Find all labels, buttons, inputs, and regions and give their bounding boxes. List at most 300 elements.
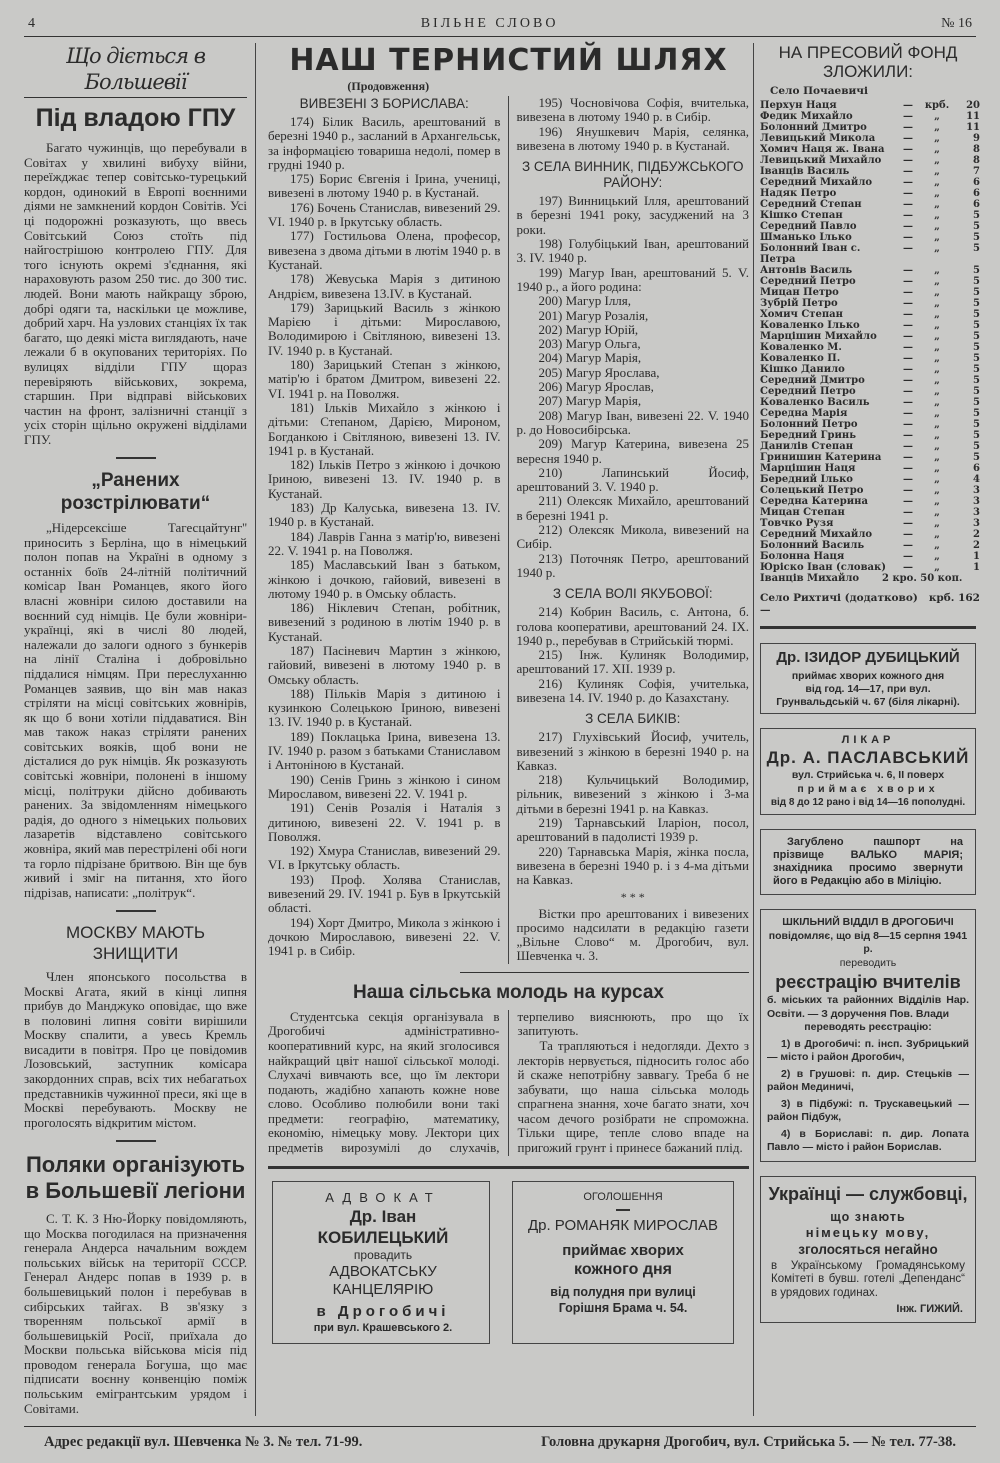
list-entry: 181) Ільків Михайло з жінкою і дітьми: Степаном, Дарією, Мироном, Богданкою і Світляною, вивезені 13. IV. 1941 р. в Кустанай.: [268, 399, 501, 458]
ad-line: від 8 до 12 рано і від 14—16 пополудні.: [770, 797, 966, 808]
fund-name: Марцішин Михайло: [760, 331, 877, 342]
fund-row: [760, 144, 980, 155]
article-body: Член японського посольства в Москві Агата, який в кінці липня прибув до Манджуко оповідає, що вже в половині липня совіти вирішили Москву спалити, а увесь Кремль висадити в повітря. Про це повідомив Лозовський, заступник комісара закордонних справ, всіх тих небагатьох представників чужинної преси, які ще в Москві перебувають. Москву не проголосять відкритим містом.: [24, 968, 247, 1130]
fund-row: [760, 430, 980, 441]
page-number: 4: [28, 16, 38, 31]
list-entry: 186) Ніклевич Степан, робітник, вивезений з родиною в лютім 1940 р. в Кустанай.: [268, 600, 501, 644]
fund-title: ЗЛОЖИЛИ:: [822, 62, 914, 81]
ad-line: від год. 14—17, при вул. Грунвальдській ч. 67 (біля лікарні).: [776, 683, 960, 708]
fund-amount: 5: [973, 287, 980, 298]
fund-dash: —: [903, 441, 913, 452]
list-entry: 198) Голубіцький Іван, арештований 3. IV. 1940 р.: [516, 236, 749, 266]
ad-line: Українці — службовці,: [768, 1183, 968, 1204]
list-entry: 191) Сенів Розалія і Наталія з дитиною, вивезені 22. V. 1941 р. в Поволжя.: [268, 800, 501, 844]
ad-line: приймає хворих: [562, 1241, 684, 1259]
article-body: Студентська секція організувала в Дрогобичі адміністративно-кооперативний курс, на який зголосився найкращий цвіт нашої сільської молоді. Слухачі вивчають все, що їм лектори подають, жадібно хапають кожне нове слово. Особливо полюбили вони такі предмети: географію, математику, економію, німецьку мову. Лектори цих предметів вирозумілі до слухачів, терпеливо вияснюють, про що їх запитують.: [268, 1008, 749, 1156]
fund-amount: 5: [973, 276, 980, 287]
fund-amount: 3: [973, 496, 980, 507]
fund-title: НА ПРЕСОВИЙ ФОНД: [778, 43, 958, 62]
fund-dash: —: [903, 309, 913, 320]
fund-name: Середна Марія: [760, 408, 848, 419]
list-entry: 206) Магур Ярослав,: [538, 379, 654, 395]
school-item: 1) в Дрогобичі: п. інсп. Зубрицький — місто і район Дрогобич,: [767, 1037, 969, 1063]
fund-unit: „: [934, 210, 940, 221]
section-heading: ВИВЕЗЕНІ З БОРИСЛАВА:: [299, 96, 469, 111]
fund-amount: 5: [973, 210, 980, 221]
fund-row: [760, 199, 980, 210]
list-entry: 189) Поклацька Ірина, вивезена 13. IV. 1940 р. разом з батьками Станиславом і Антоніною в Кустанай.: [268, 728, 501, 773]
ad-line: АДВОКАТСЬКУ: [329, 1262, 437, 1280]
fund-amount: 5: [973, 441, 980, 452]
list-entry: 179) Зарицький Василь з жінкою Марією і дітьми: Мирославою, Володимирою і Світляною, вивезені 13. IV. 1940 р. в Кустанай.: [268, 299, 501, 358]
fund-name: Бередний Ілько: [760, 474, 853, 485]
fund-row: [760, 320, 980, 331]
separator: [116, 457, 156, 459]
fund-unit: „: [934, 474, 940, 485]
fund-row: [760, 276, 980, 287]
fund-dash: —: [903, 298, 913, 309]
fund-village: Село Почаевичі: [770, 85, 868, 97]
school-item: 2) в Грушові: п. дир. Стецьків — район Мединичі,: [767, 1067, 969, 1093]
fund-amount: 5: [973, 375, 980, 386]
fund-row: [760, 364, 980, 375]
fund-unit: „: [934, 364, 940, 375]
fund-amount: 3: [973, 518, 980, 529]
fund-amount: 8: [973, 144, 980, 155]
fund-row: [760, 562, 980, 573]
fund-dash: —: [903, 364, 913, 375]
list-entry: 184) Лаврів Ганна з матір'ю, вивезені 22. V. 1941 р. на Поволжя.: [268, 528, 501, 558]
fund-dash: —: [903, 232, 913, 243]
fund-amount: 5: [973, 430, 980, 441]
article-body: „Нідерсексіше Тагесцайтунг'' приносить з Берліна, що в німецький полон попав на Україні в одному з останніх боїв 24-літній політичний комісар Іван Романцев, якого його власні жовніри силою доставили на воєнний суд німців. Це були жовніри-українці, які в числі 80 людей, належали до залоги одного з бункерів на лінії Сталіна і добровільно піддалися німцям. При переслуханню Романцев заявив, що він мав наказ стріляти на місці совітських жовнірів, як що б вони хотіли піддаватися. Він мав також наказ стріляти ранених совітських вояків, щоб вони не дісталися до рук німців. Як розказують совітські жовніри, полонені в іншому місці, політруки дійсно добивають ранених. За звідомленням німецького радія, до одного з німецьких польових лазаретів відставлено совітського жовніра, який мав перестрілені обі ноги та горло підрізане бритвою. Він ще був живий і зміг на питання, хто його підрізав, написати: „політрук“.: [24, 519, 247, 900]
fund-row: [760, 177, 980, 188]
ad-line: Др. А. ПАСЛАВСЬКИЙ: [766, 748, 970, 767]
list-entry: 218) Кульчицький Володимир, рільник, вивезений з жінкою і 3-ма дітьми в березні 1941 р. на Кавказ.: [516, 772, 749, 816]
ad-dubytskyi: [760, 643, 976, 714]
fund-row: [760, 419, 980, 430]
divider: [760, 626, 976, 629]
fund-name: Товчко Рузя: [760, 518, 834, 529]
fund-dash: —: [903, 496, 913, 507]
fund-amount: 11: [966, 122, 980, 133]
fund-amount: 5: [973, 364, 980, 375]
ad-line: німецьку мову,: [805, 1224, 931, 1240]
separator: [116, 910, 156, 912]
fund-amount: 5: [973, 408, 980, 419]
fund-amount: 5: [973, 265, 980, 276]
list-entry: 190) Сенів Гринь з жінкою і сином Мирославом, вивезені 22. V. 1941 р.: [268, 771, 501, 801]
fund-unit: „: [934, 177, 940, 188]
fund-row: [760, 331, 980, 342]
fund-dash: —: [903, 507, 913, 518]
fund-row: [760, 111, 980, 122]
ad-line: ОГОЛОШЕННЯ: [583, 1190, 663, 1203]
ad-school-department: [760, 909, 976, 1162]
fund-row: [760, 232, 980, 243]
fund-dash: —: [903, 243, 913, 254]
fund-dash: —: [903, 210, 913, 221]
fund-dash: —: [903, 111, 913, 122]
fund-amount: 5: [973, 243, 980, 254]
fund-unit: „: [934, 232, 940, 243]
fund-amount: 1: [973, 562, 980, 573]
ad-line: ШКІЛЬНИЙ ВІДДІЛ В ДРОГОБИЧІ: [782, 916, 954, 928]
fund-name: Мицан Петро: [760, 287, 839, 298]
fund-row: [760, 122, 980, 133]
fund-unit: „: [934, 298, 940, 309]
fund-row: [760, 496, 980, 507]
fund-row: [760, 298, 980, 309]
list-entry: 174) Білик Василь, арештований в березні 1940 р., засланий в Архангельськ, за інформацією товариша недолі, помер в грудні 1940 р.: [268, 114, 501, 172]
fund-row: [760, 287, 980, 298]
fund-name: Гринишин Катерина: [760, 452, 882, 463]
fund-name: Болонний Петро: [760, 419, 858, 430]
fund-amount: 5: [973, 331, 980, 342]
fund-unit: „: [934, 199, 940, 210]
fund-name: Антонів Василь: [760, 265, 853, 276]
list-entry: 216) Кулиняк Софія, учителька, вивезена 14. IV. 1940 р. до Казахстану.: [516, 675, 749, 705]
list-entry: 199) Магур Іван, арештований 5. V. 1940 р., а його родина:: [516, 264, 749, 294]
ad-line: б. міських та районних Відділів Нар. Освіти. — З доручення Пов. Влади: [767, 994, 969, 1020]
fund-dash: —: [903, 188, 913, 199]
fund-row: [760, 397, 980, 408]
fund-name: Болонний Василь: [760, 540, 865, 551]
fund-amount: 5: [973, 221, 980, 232]
fund-dash: —: [903, 342, 913, 353]
fund-name: Середний Михайло: [760, 529, 873, 540]
list-entry: 188) Пільків Марія з дитиною і кузинкою Солецькою Іриною, вивезені 13. IV. 1940 р. в Кустанай.: [268, 685, 501, 730]
fund-dash: —: [903, 375, 913, 386]
fund-amount: 5: [973, 397, 980, 408]
fund-row: [760, 155, 980, 166]
fund-row: [760, 551, 980, 562]
ad-line: переводять реєстрацію:: [804, 1021, 932, 1033]
fund-unit: „: [934, 529, 940, 540]
fund-row: [760, 210, 980, 221]
ad-line: що знають: [830, 1209, 906, 1224]
fund-dash: —: [903, 221, 913, 232]
fund-name: Левицький Михайло: [760, 155, 882, 166]
fund-unit: „: [934, 419, 940, 430]
page-footer: [24, 1426, 976, 1451]
middle-column: [256, 43, 754, 1416]
fund-dash: —: [903, 331, 913, 342]
fund-row: [760, 386, 980, 397]
section-heading: З СЕЛА БИКІВ:: [585, 711, 681, 727]
fund-unit: „: [934, 540, 940, 551]
ad-line: Др. Іван КОБИЛЕЦЬКИЙ: [317, 1206, 449, 1247]
fund-name: Зубрій Петро: [760, 298, 838, 309]
right-column: [754, 43, 980, 1323]
article-title: Під владою ГПУ: [35, 104, 236, 132]
fund-name: Середний Петро: [760, 276, 856, 287]
fund-unit: „: [934, 122, 940, 133]
fund-row: [760, 540, 980, 551]
fund-row: [760, 518, 980, 529]
fund-amount: 9: [973, 133, 980, 144]
fund-unit: „: [934, 375, 940, 386]
fund-row: [760, 441, 980, 452]
ads-row: [268, 1181, 749, 1344]
list-entry: 213) Поточняк Петро, арештований 1940 р.: [516, 550, 749, 580]
article-title: „Ранених розстрілювати“: [60, 469, 211, 514]
fund-amount: 5: [973, 342, 980, 353]
list-entry: 176) Бочень Станислав, вивезений 29. VI. 1940 р. в Іркутську область.: [268, 199, 501, 230]
fund-name: Болонний Дмитро: [760, 122, 867, 133]
list-entry: 177) Гостильова Олена, професор, вивезена з двома дітьми в лютім 1940 р. в Кустанай.: [268, 228, 501, 272]
list-entry: 212) Олексяк Микола, вивезений на Сибір.: [516, 522, 749, 552]
fund-unit: „: [934, 265, 940, 276]
fund-amount: 4: [973, 474, 980, 485]
fund-name: Кішко Данило: [760, 364, 845, 375]
fund-name: Середний Михайло: [760, 177, 873, 188]
ad-line: ЛІКАР: [841, 734, 895, 746]
fund-name: Середний Степан: [760, 199, 862, 210]
fund-amount: 6: [973, 463, 980, 474]
main-title: НАШ ТЕРНИСТИЙ ШЛЯХ: [289, 43, 728, 78]
ad-line: від полудня при вулиці: [550, 1284, 696, 1299]
list-entry: 182) Ільків Петро з жінкою і дочкою Іриною, вивезені 13. IV. 1940 р. в Кустанай.: [268, 457, 501, 501]
ad-line: Др. РОМАНЯК МИРОСЛАВ: [527, 1216, 719, 1234]
fund-amount: 5: [973, 353, 980, 364]
fund-amount: 3: [973, 507, 980, 518]
list-entry: 204) Магур Марія,: [538, 350, 642, 366]
fund-name: Бередний Гринь: [760, 430, 856, 441]
ad-line: повідомляє, що від 8—15 серпня 1941 р.: [768, 929, 968, 955]
fund-name: Середний Дмитро: [760, 375, 865, 386]
list-entry: 187) Пасіневич Мартин з жінкою, гайовий, вивезені в лютому 1940 р. в Омську область.: [268, 642, 501, 687]
fund-name: Коваленко Василь: [760, 397, 870, 408]
list-entry: 220) Тарнавська Марія, жінка посла, вивезена в березні 1940 р. і з 4-ма дітьми на Кавказ.: [516, 843, 749, 888]
fund-unit: „: [934, 221, 940, 232]
fund-dash: —: [903, 177, 913, 188]
list-entry: 175) Борис Євгенія і Ірина, учениці, вивезені в лютому 1940 р. в Кустанай.: [268, 171, 501, 201]
fund-name: Левицький Микола: [760, 133, 876, 144]
fund-unit: „: [934, 320, 940, 331]
fund-dash: —: [903, 474, 913, 485]
fund-name: Хомич Степан: [760, 309, 843, 320]
fund-row: [760, 309, 980, 320]
list-entry: 217) Глухівський Йосиф, учитель, вивезений з жінкою в березні 1940 р. на Кавказ.: [516, 729, 749, 773]
fund-row: [760, 265, 980, 276]
article-title: Наша сільська молодь на курсах: [353, 981, 664, 1003]
fund-name: Середний Павло: [760, 221, 857, 232]
rubric: Що діється в Большевії: [24, 43, 247, 98]
fund-dash: —: [903, 353, 913, 364]
ad-doctor-romaniak: [512, 1181, 734, 1344]
fund-amount: крб. 162: [928, 592, 980, 604]
fund-dash: —: [903, 518, 913, 529]
fund-unit: „: [934, 133, 940, 144]
fund-amount: 11: [966, 111, 980, 122]
section-heading: З СЕЛА ВИННИК, ПІДБУЖСЬКОГО РАЙОНУ:: [522, 159, 744, 191]
fund-name: Болонна Наця: [760, 551, 845, 562]
section-heading: З СЕЛА ВОЛІ ЯКУБОВОЇ:: [552, 586, 713, 602]
ad-clerks: [760, 1176, 976, 1324]
fund-dash: —: [903, 155, 913, 166]
fund-row: [760, 485, 980, 496]
fund-dash: —: [903, 100, 913, 111]
article-title: Поляки організують в Большевії легіони: [25, 1151, 246, 1203]
fund-unit: „: [934, 562, 940, 573]
fund-name: Солецький Петро: [760, 485, 864, 496]
fund-unit: „: [934, 397, 940, 408]
list-entry: 211) Олексяк Михайло, арештований в березні 1941 р.: [516, 493, 749, 523]
list-entry: 197) Винницький Ілля, арештований в березні 1941 року, засуджений на 3 роки.: [516, 193, 749, 237]
list-entry: 196) Янушкевич Марія, селянка, вивезена в лютому 1940 р. в Кустанай.: [516, 123, 749, 153]
deportee-list: [268, 96, 749, 964]
list-entry: 201) Магур Розалія,: [538, 307, 649, 323]
list-entry: 195) Чосновічова Софія, вчителька, вивезена в лютому 1940 р. в Сибір.: [516, 95, 749, 125]
fund-unit: „: [934, 309, 940, 320]
ad-line: при вул. Крашевського 2.: [313, 1321, 453, 1334]
fund-row: [760, 408, 980, 419]
list-entry: 178) Жевуська Марія з дитиною Андрієм, вивезена 13.IV. в Кустанай.: [268, 271, 501, 301]
fund-unit: „: [934, 155, 940, 166]
page-body: [24, 43, 980, 1416]
fund-row: [760, 221, 980, 232]
article-body: Та трапляються і недогляди. Дехто з лекторів нервується, підносить голос або й скаже непотрібну заввагу. Треба б не забувати, що наша сільська молодь спрагнена знання, хоче багато знати, хоч часом дечого розібрати не спроможна. Тільки щире, тепле слово впаде на пригожий грунт і принесе бажаний плід.: [517, 1037, 749, 1156]
fund-amount: 2: [973, 529, 980, 540]
fund-name: Данилів Степан: [760, 441, 854, 452]
fund-name: Перхун Наця: [760, 100, 837, 111]
list-entry: 185) Маславський Іван з батьком, жінкою і дочкою, гайовий, вивезені в лютому 1940 р. в Омську область.: [268, 557, 501, 601]
ad-line: провадить: [353, 1247, 413, 1262]
fund-row: [760, 529, 980, 540]
ad-line: кожного дня: [574, 1260, 672, 1278]
fund-amount: 1: [973, 551, 980, 562]
fund-amount: 5: [973, 419, 980, 430]
footer-printing-house: Головна друкарня Дрогобич, вул. Стрийська 5. — № тел. 77-38.: [541, 1434, 956, 1451]
fund-amount: 2: [973, 540, 980, 551]
school-item: 4) в Бориславі: п. дир. Лопата Павло — місто і район Борислав.: [767, 1127, 969, 1153]
fund-row: [760, 353, 980, 364]
fund-dash: —: [903, 133, 913, 144]
footer-editorial-address: Адрес редакції вул. Шевченка № 3. № тел. 71-99.: [44, 1434, 363, 1451]
fund-name: Шманько Ілько: [760, 232, 852, 243]
fund-unit: „: [934, 243, 940, 254]
fund-dash: —: [903, 551, 913, 562]
fund-unit: „: [934, 166, 940, 177]
list-entry: 194) Хорт Дмитро, Микола з жінкою і дочкою Мирославою, вивезені 22. V. 1941 р. в Сибір.: [268, 914, 501, 959]
fund-name: Село Рихтичі (додатково) —: [760, 592, 918, 616]
school-item: 3) в Підбужі: п. Трускавецький — район Підбуж,: [767, 1097, 969, 1123]
list-entry: 210) Лапинський Йосиф, арештований 3. V. 1940 р.: [516, 464, 749, 495]
fund-amount: 5: [973, 309, 980, 320]
fund-unit: „: [934, 386, 940, 397]
fund-name: Іванців Василь: [760, 166, 850, 177]
list-entry: 219) Тарнавський Іларіон, посол, арештований в падолисті 1939 р.: [516, 815, 749, 845]
fund-row: [760, 166, 980, 177]
fund-dash: —: [903, 540, 913, 551]
fund-row: [760, 507, 980, 518]
fund-name: Кішко Степан: [760, 210, 843, 221]
fund-amount: 6: [973, 177, 980, 188]
fund-row: [760, 243, 980, 265]
list-entry: 207) Магур Марія,: [538, 393, 642, 409]
article-body: Багато чужинців, що перебували в Совітах у хвилині вибуху війни, переїжджає тепер совітсько-турецький кордон, одинокий в Европі воєнними діями не замкнений кордон Совітів. Усі ці подорожні розказують, що ввесь Совітський Союз стоїть під найгострішою контролею ГПУ. Для того існують окремі з'єднання, які нараховують разом 250 тис. до 300 тис. людей. Вони мають найкращу зброю, добрі одяги та, наскільки це можливе, добрий харч. На узлових станціях їх так багато, що деякі міста виглядають, наче лежали б в окупованих територіях. По вулицях відділи ГПУ щораз перевіряють військових, зокрема, старшин. При відправі військових частин на фронт, залізничні станції з усіх сторін щільно окружені відділами ГПУ.: [24, 140, 247, 447]
courses-article: [268, 981, 749, 1156]
ad-line: в Дрогобичі: [316, 1302, 450, 1320]
fund-amount: 5: [973, 232, 980, 243]
fund-dash: —: [903, 199, 913, 210]
fund-dash: —: [903, 397, 913, 408]
list-entry: 180) Зарицький Степан з жінкою, матір'ю і братом Дмитром, вивезені 22. VI. 1941 р. на Поволжя.: [268, 357, 501, 401]
fund-name: Мицан Степан: [760, 507, 845, 518]
fund-row: [760, 463, 980, 474]
fund-dash: —: [903, 386, 913, 397]
ad-line: Інж. ГИЖИЙ.: [896, 1303, 963, 1315]
fund-row: [760, 474, 980, 485]
fund-name: Федик Михайло: [760, 111, 853, 122]
fund-amount: 5: [973, 298, 980, 309]
fund-unit: „: [934, 342, 940, 353]
fund-dash: —: [903, 562, 913, 573]
fund-unit: „: [934, 353, 940, 364]
separator: [616, 1209, 630, 1211]
fund-dash: —: [903, 320, 913, 331]
ad-line: реєстрацію вчителів: [775, 972, 961, 992]
fund-amount: 6: [973, 188, 980, 199]
list-entry: 215) Інж. Кулиняк Володимир, арештований 17. XII. 1939 р.: [516, 647, 749, 677]
fund-unit: „: [934, 188, 940, 199]
fund-unit: „: [934, 441, 940, 452]
fund-amount: 20: [966, 100, 980, 111]
fund-row: [760, 342, 980, 353]
press-fund: [760, 43, 980, 629]
fund-row: [760, 100, 980, 111]
fund-name: Коваленко М.: [760, 342, 842, 353]
divider: [460, 972, 749, 973]
fund-amount: 3: [973, 485, 980, 496]
list-entry: 202) Магур Юрій,: [538, 321, 639, 337]
fund-name: Коваленко Ілько: [760, 320, 860, 331]
fund-amount: 7: [973, 166, 980, 177]
fund-unit: „: [934, 518, 940, 529]
list-entry: 214) Кобрин Василь, с. Антона, б. голова кооперативи, арештований 24. IX. 1940 р., перебував в Стрийській тюрмі.: [516, 604, 749, 648]
page-header: [24, 16, 976, 37]
list-entry: 203) Магур Ольга,: [538, 336, 641, 352]
fund-unit: „: [934, 485, 940, 496]
ad-line: Горішня Брама ч. 54.: [558, 1300, 688, 1315]
list-entry: 205) Магур Ярослава,: [538, 364, 660, 380]
fund-dash: —: [903, 452, 913, 463]
ad-lawyer: [272, 1181, 490, 1344]
fund-name: Надяк Петро: [760, 188, 837, 199]
ad-lost-passport: Загублено пашпорт на прізвище ВАЛЬКО МАРІЯ; знахідника просимо звернути його в Редакцію або в Міліцію.: [760, 829, 976, 895]
fund-row: [760, 188, 980, 199]
fund-amount: 8: [973, 155, 980, 166]
fund-dash: —: [903, 287, 913, 298]
closing-note: Вістки про арештованих і вивезених просимо надсилати в редакцію газети „Вільне Слово“ м. Дрогобич, вул. Шевченка ч. 3.: [516, 905, 749, 964]
fund-unit: „: [934, 144, 940, 155]
ad-line: зголосяться негайно: [798, 1241, 938, 1257]
fund-name: Іванців Михайло: [760, 573, 860, 584]
fund-name: Середний Петро: [760, 386, 856, 397]
fund-amount: 5: [973, 386, 980, 397]
fund-name: Хомич Наця ж. Івана: [760, 144, 885, 155]
divider: [268, 1166, 749, 1169]
ad-line: Др. ІЗИДОР ДУБИЦЬКИЙ: [776, 649, 960, 666]
fund-unit: „: [934, 111, 940, 122]
list-entry: 209) Магур Катерина, вивезена 25 вересня 1940 р.: [516, 436, 749, 466]
fund-unit: „: [934, 430, 940, 441]
fund-amount: 6: [973, 199, 980, 210]
list-entry: 183) Др Калуська, вивезена 13. IV. 1940 р. в Кустанай.: [268, 500, 501, 530]
fund-row: [760, 452, 980, 463]
fund-dash: —: [903, 276, 913, 287]
